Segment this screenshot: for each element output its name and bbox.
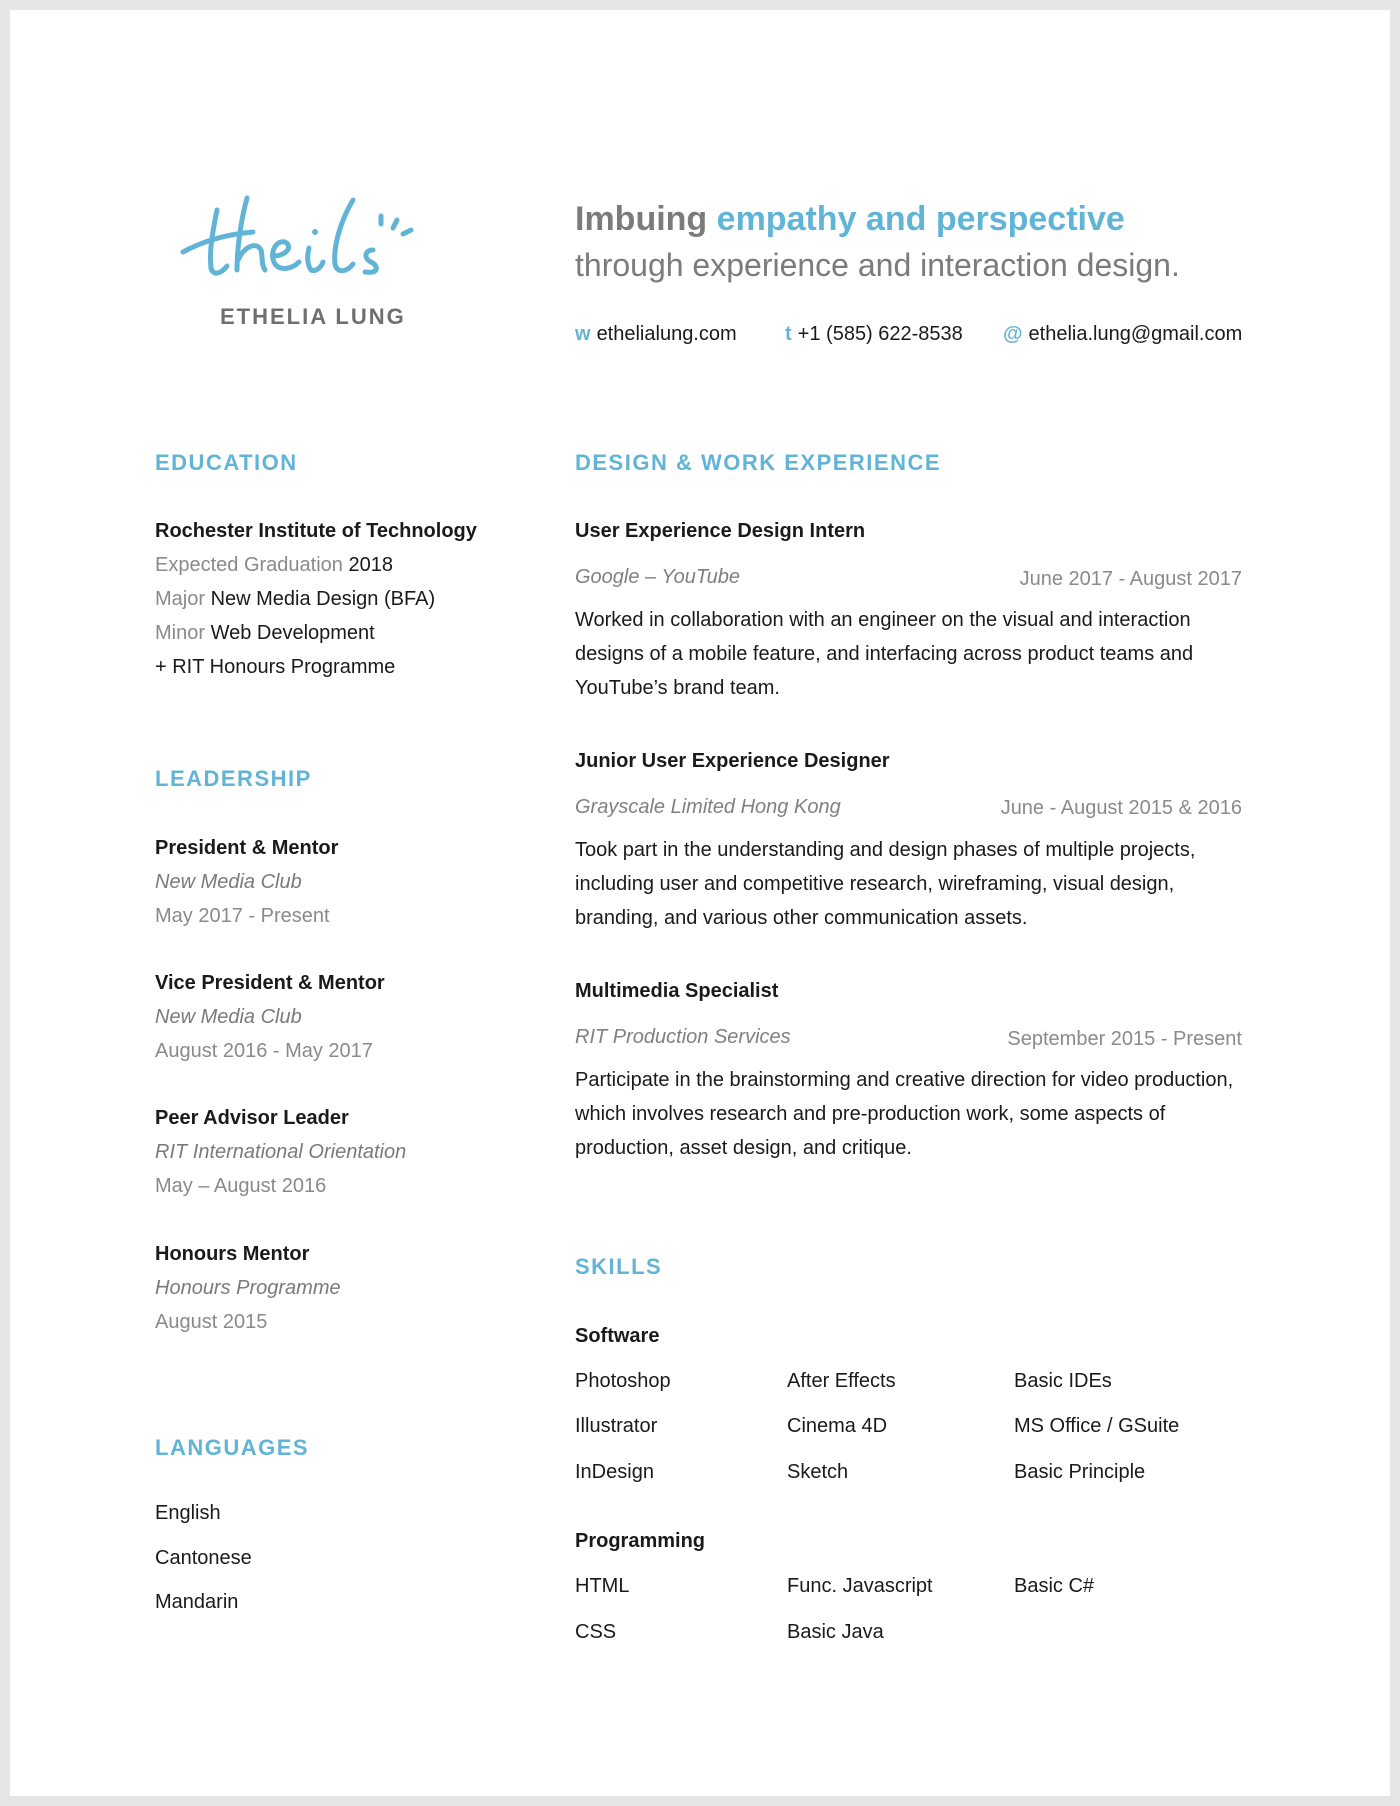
website-prefix: w bbox=[575, 323, 591, 345]
skill-item: Photoshop bbox=[575, 1370, 671, 1392]
theils-logo bbox=[175, 190, 485, 290]
software-heading: Software bbox=[575, 1325, 660, 1347]
job-description: Participate in the brainstorming and creative direction for video production, which involves research and pre-production work, some aspects of production, asset design, and critique. bbox=[575, 1069, 1234, 1159]
major-value: New Media Design (BFA) bbox=[210, 588, 436, 610]
job-org: Google – YouTube bbox=[575, 566, 740, 588]
contact-phone[interactable] bbox=[785, 323, 963, 346]
skill-item: Basic Principle bbox=[1014, 1461, 1146, 1483]
leadership-title: Honours Mentor bbox=[155, 1243, 310, 1265]
skill-item: Basic IDEs bbox=[1014, 1370, 1112, 1392]
skill-item: MS Office / GSuite bbox=[1014, 1415, 1180, 1437]
minor-label: Minor bbox=[155, 622, 206, 644]
job-org: Grayscale Limited Hong Kong bbox=[575, 796, 841, 818]
language-item: English bbox=[155, 1502, 221, 1524]
education-school: Rochester Institute of Technology bbox=[155, 520, 477, 542]
job-description: Took part in the understanding and design phases of multiple projects, including user and competitive research, wireframing, visual design, branding, and various other communication assets. bbox=[575, 839, 1196, 929]
tagline-line-2: through experience and interaction design. bbox=[575, 247, 1180, 283]
job-org: RIT Production Services bbox=[575, 1026, 791, 1048]
job-date: September 2015 - Present bbox=[1007, 1028, 1242, 1050]
contact-website[interactable] bbox=[575, 323, 737, 346]
leadership-date: May 2017 - Present bbox=[155, 905, 330, 927]
job-date: June 2017 - August 2017 bbox=[1019, 568, 1242, 590]
skill-item: Illustrator bbox=[575, 1415, 658, 1437]
skill-item: InDesign bbox=[575, 1461, 654, 1483]
email-prefix: @ bbox=[1003, 323, 1023, 345]
tagline-lead: Imbuing bbox=[575, 200, 708, 238]
job-description: Worked in collaboration with an engineer on the visual and interaction designs of a mobile feature, and interfacing across product teams and YouTube’s brand team. bbox=[575, 609, 1194, 699]
skill-item: Basic C# bbox=[1014, 1575, 1095, 1597]
education-heading: EDUCATION bbox=[155, 450, 298, 475]
job-title: User Experience Design Intern bbox=[575, 520, 866, 542]
leadership-title: Peer Advisor Leader bbox=[155, 1107, 349, 1129]
leadership-org: Honours Programme bbox=[155, 1277, 341, 1299]
contact-email[interactable] bbox=[1003, 323, 1242, 346]
education-minor bbox=[155, 622, 375, 645]
tagline-line-1 bbox=[575, 200, 1125, 239]
leadership-title: Vice President & Mentor bbox=[155, 972, 385, 994]
graduation-label: Expected Graduation bbox=[155, 554, 343, 576]
skill-item: After Effects bbox=[787, 1370, 896, 1392]
leadership-org: New Media Club bbox=[155, 1006, 302, 1028]
phone-value: +1 (585) 622-8538 bbox=[797, 323, 963, 345]
language-item: Cantonese bbox=[155, 1547, 252, 1569]
skill-item: Sketch bbox=[787, 1461, 849, 1483]
leadership-org: New Media Club bbox=[155, 871, 302, 893]
resume-page bbox=[10, 10, 1390, 1796]
skill-item: Basic Java bbox=[787, 1621, 884, 1643]
major-label: Major bbox=[155, 588, 206, 610]
skill-item: CSS bbox=[575, 1621, 617, 1643]
programming-heading: Programming bbox=[575, 1530, 706, 1552]
leadership-heading: LEADERSHIP bbox=[155, 766, 312, 791]
leadership-date: August 2015 bbox=[155, 1311, 268, 1333]
email-value: ethelia.lung@gmail.com bbox=[1028, 323, 1243, 345]
languages-heading: LANGUAGES bbox=[155, 1435, 310, 1460]
skill-item: Cinema 4D bbox=[787, 1415, 888, 1437]
tagline-highlight: empathy and perspective bbox=[716, 200, 1125, 238]
experience-heading: DESIGN & WORK EXPERIENCE bbox=[575, 450, 942, 475]
website-value: ethelialung.com bbox=[596, 323, 737, 345]
education-major bbox=[155, 588, 435, 611]
person-name: ETHELIA LUNG bbox=[220, 304, 406, 329]
leadership-org: RIT International Orientation bbox=[155, 1141, 407, 1163]
leadership-title: President & Mentor bbox=[155, 837, 339, 859]
education-graduation bbox=[155, 554, 393, 577]
skill-item: HTML bbox=[575, 1575, 630, 1597]
minor-value: Web Development bbox=[210, 622, 375, 644]
skill-item: Func. Javascript bbox=[787, 1575, 933, 1597]
education-extra: + RIT Honours Programme bbox=[155, 656, 396, 678]
job-date: June - August 2015 & 2016 bbox=[1000, 797, 1242, 819]
language-item: Mandarin bbox=[155, 1591, 239, 1613]
graduation-value: 2018 bbox=[348, 554, 393, 576]
skills-heading: SKILLS bbox=[575, 1254, 663, 1279]
job-title: Junior User Experience Designer bbox=[575, 750, 890, 772]
leadership-date: May – August 2016 bbox=[155, 1175, 327, 1197]
job-title: Multimedia Specialist bbox=[575, 980, 779, 1002]
phone-prefix: t bbox=[785, 323, 792, 345]
leadership-date: August 2016 - May 2017 bbox=[155, 1040, 373, 1062]
